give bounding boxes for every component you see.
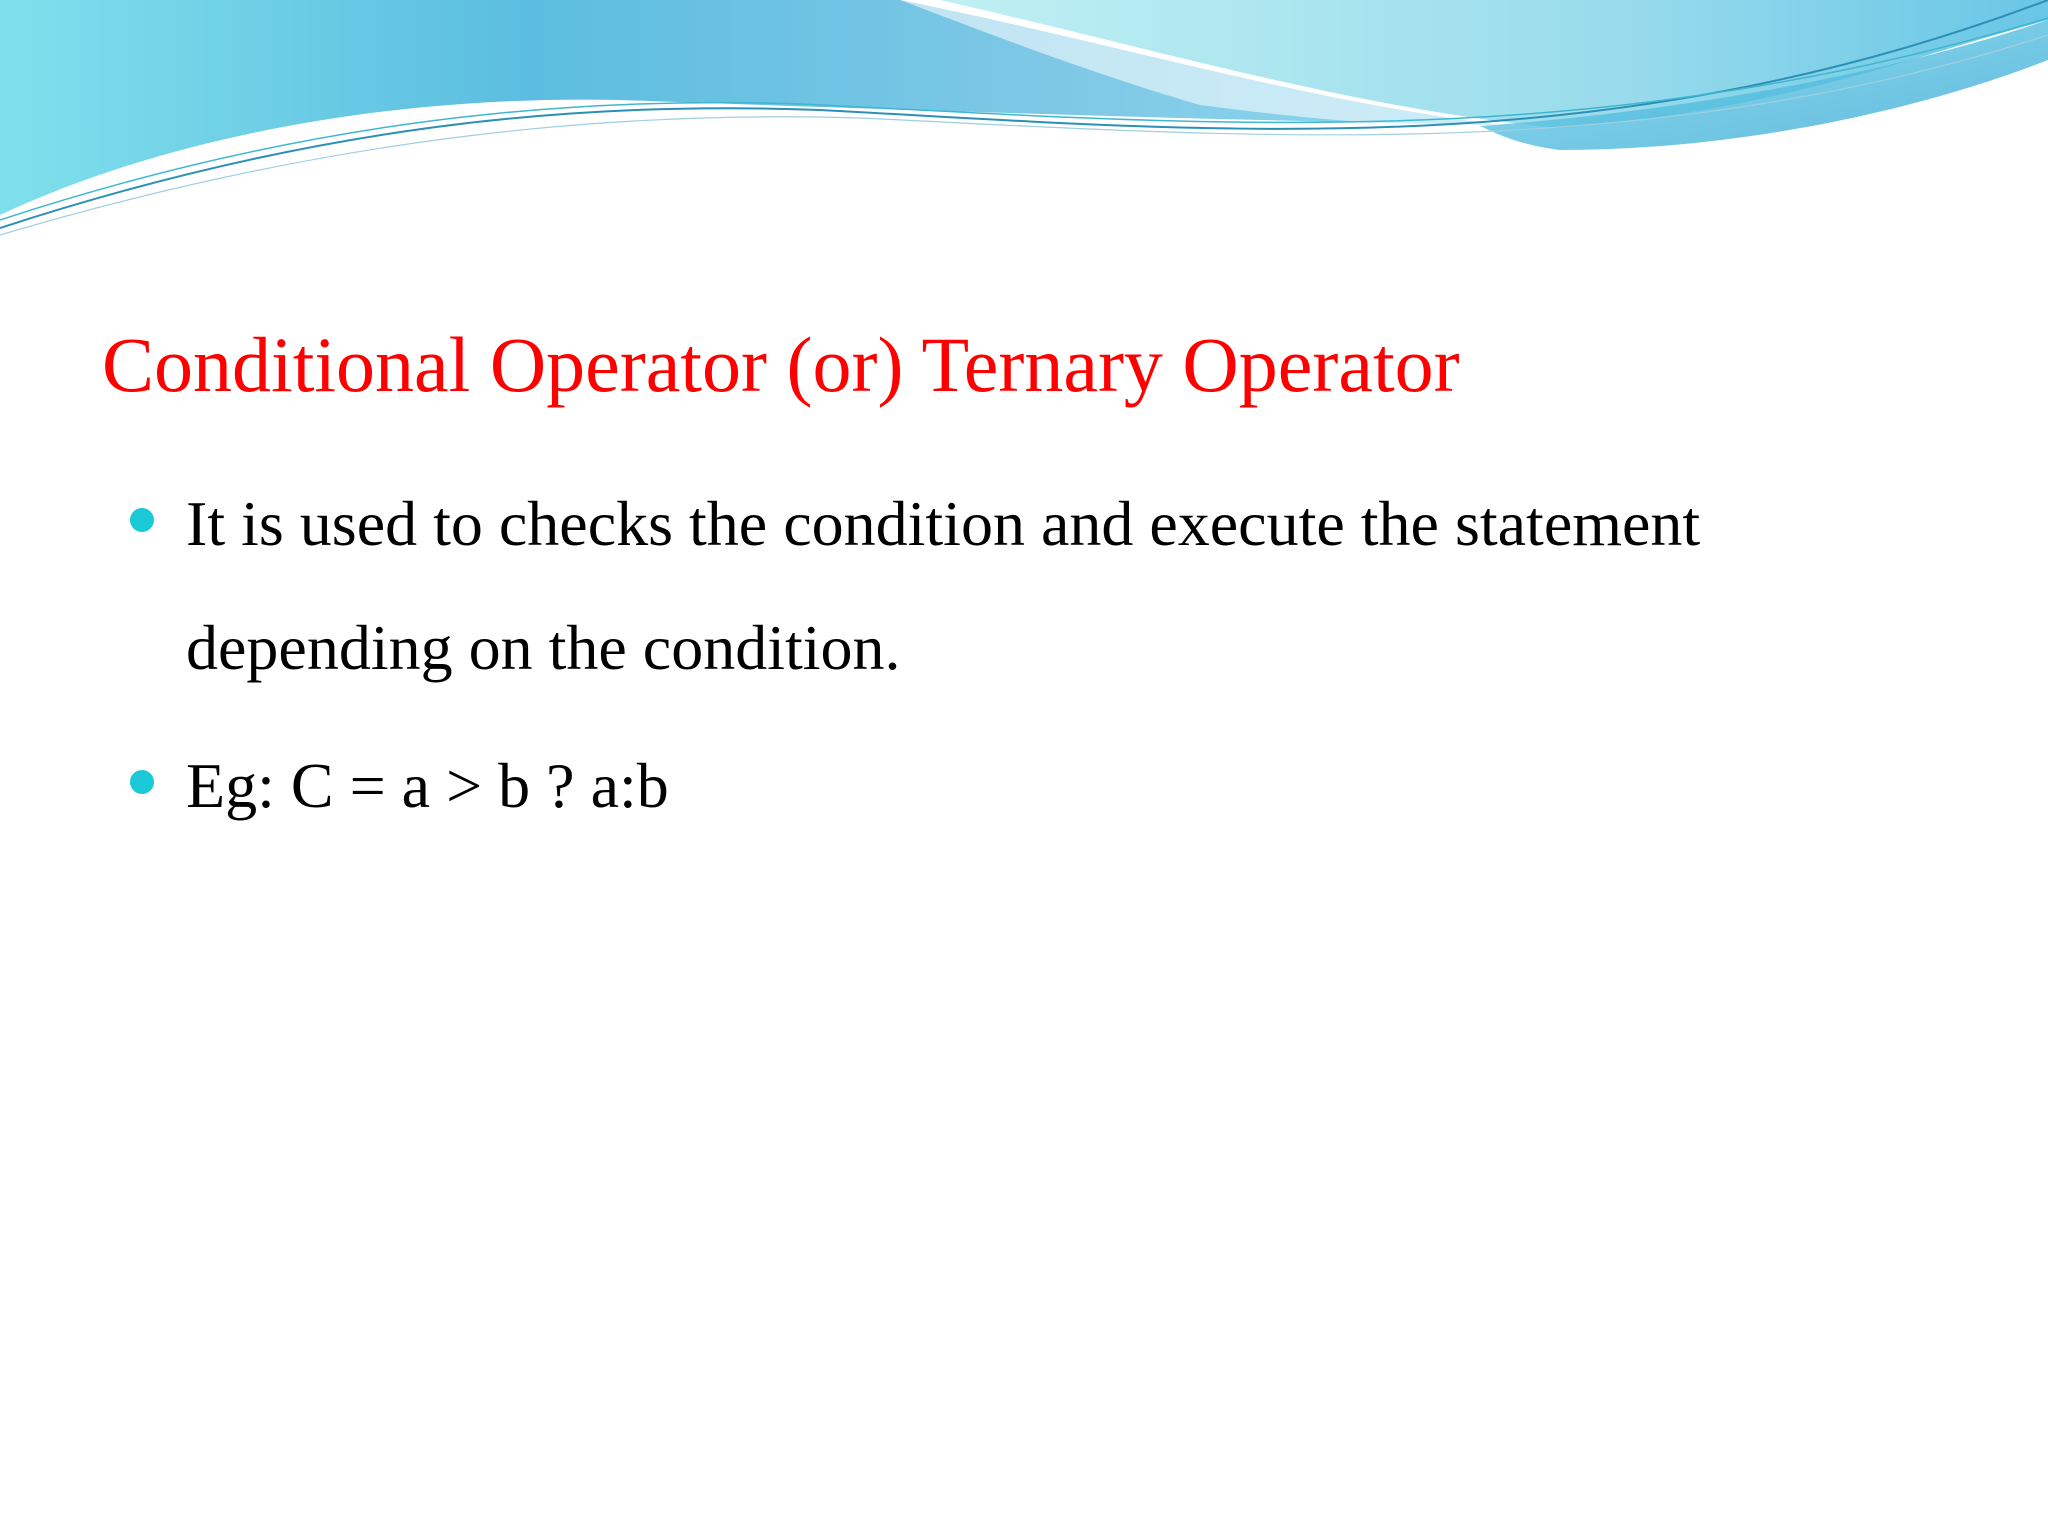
bullet-text: It is used to checks the condition and execute the statement depending on the condition. (186, 488, 1701, 683)
bullet-item-description (122, 462, 1882, 710)
slide-title: Conditional Operator (or) Ternary Operator (102, 321, 1460, 408)
bullet-text: Eg: C = a > b ? a:b (186, 750, 669, 821)
bullet-list (122, 462, 1882, 862)
bullet-icon (130, 770, 154, 794)
bullet-item-example (122, 724, 1882, 848)
bullet-icon (130, 508, 154, 532)
header-wave-decoration (0, 0, 2048, 240)
